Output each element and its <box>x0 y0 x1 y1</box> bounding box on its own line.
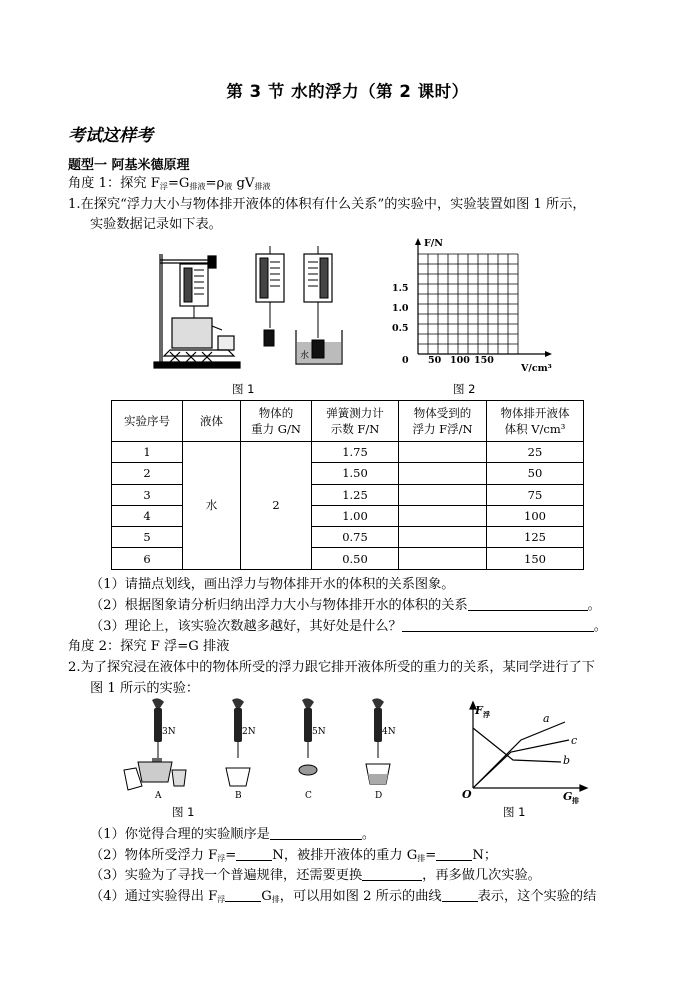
scale-reading: 2N <box>242 727 256 737</box>
cell-volume: 100 <box>487 505 584 526</box>
q1-fig2-caption: 图 2 <box>453 382 476 396</box>
cell-reading: 0.75 <box>312 527 399 548</box>
cell-buoyancy-blank[interactable] <box>399 548 487 569</box>
answer-blank[interactable] <box>468 598 588 611</box>
cell-volume: 150 <box>487 548 584 569</box>
cell-reading: 1.25 <box>312 484 399 505</box>
spring-scale-icon <box>154 708 162 742</box>
spring-scale-icon <box>304 708 312 742</box>
curve-a <box>473 722 565 788</box>
spring-scale-icon <box>374 708 382 742</box>
graph-origin: O <box>462 788 472 801</box>
cell-volume: 50 <box>487 463 584 484</box>
cell-index: 5 <box>112 527 183 548</box>
beaker-icon <box>172 770 186 786</box>
curve-b <box>473 728 561 762</box>
x-tick-label: 100 <box>450 355 470 366</box>
header-buoyancy: 物体受到的 浮力 F浮/N <box>399 401 487 442</box>
curve-label-b: b <box>563 754 571 767</box>
table-row <box>112 548 584 569</box>
answer-blank[interactable] <box>236 848 272 861</box>
answer-blank[interactable] <box>225 889 261 902</box>
q2-sub2: （2）物体所受浮力 $F_浮= N$，被排开液体的重力 $G_排= N$； <box>90 848 498 863</box>
graph-y-label: F <box>475 704 483 717</box>
cell-liquid: 水 <box>183 442 241 570</box>
y-arrow <box>415 238 421 245</box>
overflow-vessel <box>164 318 234 362</box>
hand-icon <box>232 698 244 708</box>
step-label: C <box>305 791 312 801</box>
cell-buoyancy-blank[interactable] <box>399 505 487 526</box>
header-liquid: 液体 <box>183 401 241 442</box>
buoyancy-curves-figure <box>455 700 595 804</box>
table-row <box>112 527 584 548</box>
x-tick-label: 0 <box>402 355 409 366</box>
curve-label-c: c <box>571 734 578 747</box>
answer-blank[interactable] <box>362 868 422 881</box>
stone-icon <box>299 765 317 775</box>
scale-reading: 4N <box>382 727 396 737</box>
curve-label-a: a <box>543 712 550 725</box>
q2-sub4: （4）通过实验得出 $F_浮$ $G_排$，可以用如图 2 所示的曲线 表示，这个实验的结 <box>90 889 597 904</box>
answer-blank[interactable] <box>402 619 594 632</box>
apparatus-figure <box>150 246 355 376</box>
q2-sub1: （1）你觉得合理的实验顺序是 。 <box>90 827 376 842</box>
graph-x-axis-label: V/cm³ <box>521 363 552 374</box>
spring-scale-2 <box>256 246 284 346</box>
q1-sub2: （2）根据图象请分析归纳出浮力大小与物体排开水的体积的关系 。 <box>90 598 601 613</box>
cell-buoyancy-blank[interactable] <box>399 484 487 505</box>
graph-y-sub: 浮 <box>483 710 490 719</box>
spring-scale-icon <box>234 708 242 742</box>
cell-index: 1 <box>112 442 183 463</box>
cell-volume: 75 <box>487 484 584 505</box>
hand-icon <box>302 698 314 708</box>
q1-text-line2: 实验数据记录如下表。 <box>90 217 222 232</box>
cell-volume: 25 <box>487 442 584 463</box>
cell-reading: 1.75 <box>312 442 399 463</box>
q2-fig1-caption: 图 1 <box>172 805 195 819</box>
cell-reading: 1.00 <box>312 505 399 526</box>
scale-reading: 5N <box>312 727 326 737</box>
y-tick-label: 1.5 <box>392 283 409 294</box>
header-volume: 物体排开液体 体积 V/cm³ <box>487 401 584 442</box>
experiment-steps-figure <box>120 698 410 802</box>
section-heading: 考试这样考 <box>68 126 153 146</box>
cell-gravity: 2 <box>241 442 312 570</box>
header-gravity: 物体的 重力 G/N <box>241 401 312 442</box>
cell-index: 6 <box>112 548 183 569</box>
header-reading: 弹簧测力计 示数 F/N <box>312 401 399 442</box>
hand-icon <box>372 698 384 708</box>
page-title: 第 3 节 水的浮力（第 2 课时） <box>226 82 469 101</box>
q1-sub1: （1）请描点划线，画出浮力与物体排开水的体积的关系图象。 <box>90 577 455 592</box>
cell-reading: 0.50 <box>312 548 399 569</box>
type-heading: 题型一 阿基米德原理 <box>68 158 190 173</box>
x-tick-label: 150 <box>474 355 494 366</box>
graph-y-axis-label: F/N <box>424 238 443 249</box>
answer-blank[interactable] <box>270 827 362 840</box>
step-label: A <box>155 791 162 801</box>
answer-blank[interactable] <box>436 848 472 861</box>
cell-volume: 125 <box>487 527 584 548</box>
scale-reading: 3N <box>162 727 176 737</box>
water-label: 水 <box>300 351 310 361</box>
table-row <box>112 505 584 526</box>
q2-sub3: （3）实验为了寻找一个普遍规律，还需要更换 ，再多做几次实验。 <box>90 868 541 883</box>
q1-fig1-caption: 图 1 <box>232 382 255 396</box>
q2-fig2-caption: 图 1 <box>503 805 526 819</box>
cell-buoyancy-blank[interactable] <box>399 463 487 484</box>
cell-index: 4 <box>112 505 183 526</box>
experiment-data-table <box>111 400 584 570</box>
cell-buoyancy-blank[interactable] <box>399 442 487 463</box>
table-header-row <box>112 401 584 442</box>
table-row <box>112 463 584 484</box>
q2-text-line1: 2.为了探究浸在液体中的物体所受的浮力跟它排开液体所受的重力的关系，某同学进行了下 <box>68 660 595 675</box>
x-arrow <box>545 351 552 357</box>
x-tick-label: 50 <box>428 355 442 366</box>
empty-graph-grid <box>388 236 563 376</box>
y-tick-label: 0.5 <box>392 323 409 334</box>
cell-index: 3 <box>112 484 183 505</box>
cell-index: 2 <box>112 463 183 484</box>
spring-scale-3 <box>296 246 342 364</box>
curve-c <box>473 740 569 788</box>
q2-text-line2: 图 1 所示的实验： <box>90 681 200 696</box>
answer-blank[interactable] <box>442 889 478 902</box>
cell-reading: 1.50 <box>312 463 399 484</box>
cell-buoyancy-blank[interactable] <box>399 527 487 548</box>
y-tick-label: 1.0 <box>392 303 409 314</box>
step-label: B <box>235 791 242 801</box>
q1-text-line1: 1.在探究“浮力大小与物体排开液体的体积有什么关系”的实验中，实验装置如图 1 所示， <box>68 197 586 212</box>
table-row <box>112 442 584 463</box>
cup-icon <box>226 768 250 786</box>
step-label: D <box>375 791 383 801</box>
graph-x-label: G <box>563 790 573 803</box>
graph-x-sub: 排 <box>572 796 579 804</box>
overflow-cup-icon <box>138 762 172 782</box>
table-row <box>112 484 584 505</box>
angle2-heading: 角度 2：探究 F 浮=G 排液 <box>68 639 230 654</box>
header-index: 实验序号 <box>112 401 183 442</box>
hand-icon <box>152 698 164 708</box>
angle1-heading: 角度 1：探究 $F_浮=G_{排液}=\rho_液$ $gV_{排液}$ <box>68 176 271 191</box>
q1-sub3: （3）理论上，该实验次数越多越好，其好处是什么？ 。 <box>90 619 607 634</box>
